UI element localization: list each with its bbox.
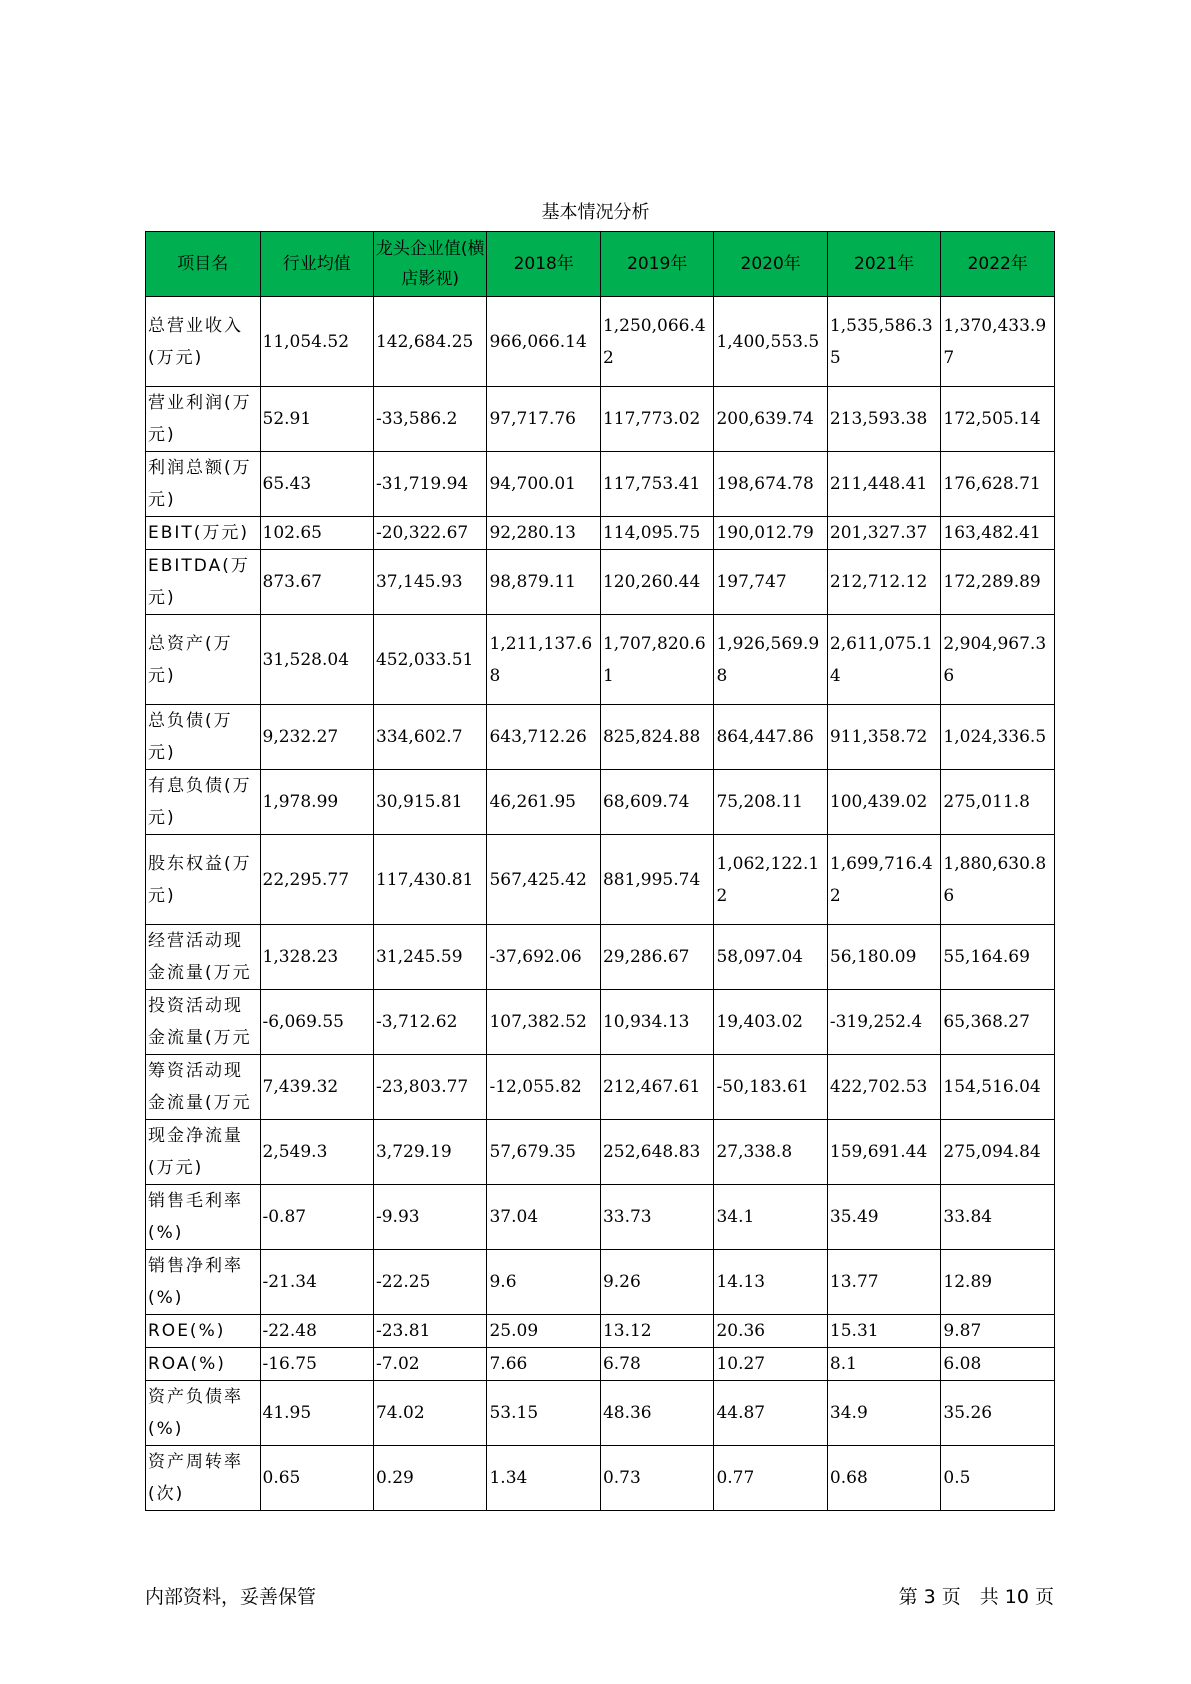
table-cell: 98,879.11 [487,550,600,615]
table-cell: 1,062,122.12 [714,835,827,925]
table-cell: 65,368.27 [941,990,1055,1055]
row-label: 利润总额(万元) [146,452,261,517]
table-cell: 58,097.04 [714,925,827,990]
table-cell: 35.26 [941,1381,1055,1446]
table-cell: 68,609.74 [600,770,713,835]
table-cell: 873.67 [260,550,373,615]
table-row [146,387,1055,452]
table-cell: 1,926,569.98 [714,615,827,705]
table-cell: -23,803.77 [373,1055,486,1120]
table-cell: 2,549.3 [260,1120,373,1185]
table-cell: 212,467.61 [600,1055,713,1120]
column-header: 2018年 [487,232,600,297]
table-cell: 9.26 [600,1250,713,1315]
table-cell: -31,719.94 [373,452,486,517]
column-header: 龙头企业值(横店影视) [373,232,486,297]
table-cell: 33.73 [600,1185,713,1250]
row-label: 资产负债率(%) [146,1381,261,1446]
table-cell: 1,707,820.61 [600,615,713,705]
table-cell: 201,327.37 [827,517,940,550]
table-cell: 190,012.79 [714,517,827,550]
table-cell: 334,602.7 [373,705,486,770]
table-row [146,1348,1055,1381]
table-row [146,550,1055,615]
table-cell: 163,482.41 [941,517,1055,550]
table-cell: -22.25 [373,1250,486,1315]
financial-table [145,231,1055,1511]
table-cell: 1,535,586.35 [827,297,940,387]
table-cell: 97,717.76 [487,387,600,452]
table-cell: 643,712.26 [487,705,600,770]
table-cell: 37.04 [487,1185,600,1250]
table-cell: 92,280.13 [487,517,600,550]
table-cell: 44.87 [714,1381,827,1446]
table-cell: 34.1 [714,1185,827,1250]
table-body [146,297,1055,1511]
table-cell: 7.66 [487,1348,600,1381]
table-cell: 74.02 [373,1381,486,1446]
table-cell: 117,430.81 [373,835,486,925]
table-cell: 114,095.75 [600,517,713,550]
table-row [146,770,1055,835]
table-cell: 34.9 [827,1381,940,1446]
table-cell: 154,516.04 [941,1055,1055,1120]
table-cell: 1,370,433.97 [941,297,1055,387]
table-cell: 0.73 [600,1446,713,1511]
table-cell: 48.36 [600,1381,713,1446]
table-cell: -50,183.61 [714,1055,827,1120]
table-cell: 864,447.86 [714,705,827,770]
table-row [146,990,1055,1055]
table-cell: 10.27 [714,1348,827,1381]
column-header: 2022年 [941,232,1055,297]
table-cell: -7.02 [373,1348,486,1381]
table-cell: 55,164.69 [941,925,1055,990]
table-cell: 0.77 [714,1446,827,1511]
table-cell: 33.84 [941,1185,1055,1250]
table-row [146,835,1055,925]
table-cell: 1,978.99 [260,770,373,835]
table-cell: 117,773.02 [600,387,713,452]
table-cell: -23.81 [373,1315,486,1348]
table-cell: -319,252.4 [827,990,940,1055]
row-label: 总资产(万元) [146,615,261,705]
row-label: ROA(%) [146,1348,261,1381]
row-label: 营业利润(万元) [146,387,261,452]
header-row [146,232,1055,297]
table-cell: 107,382.52 [487,990,600,1055]
table-cell: 1,400,553.5 [714,297,827,387]
table-cell: -9.93 [373,1185,486,1250]
table-row [146,1185,1055,1250]
column-header: 项目名 [146,232,261,297]
table-cell: 53.15 [487,1381,600,1446]
table-cell: 75,208.11 [714,770,827,835]
table-row [146,1120,1055,1185]
column-header: 2019年 [600,232,713,297]
table-cell: 117,753.41 [600,452,713,517]
table-row [146,1055,1055,1120]
table-cell: 172,289.89 [941,550,1055,615]
table-cell: 56,180.09 [827,925,940,990]
table-cell: 966,066.14 [487,297,600,387]
column-header: 2021年 [827,232,940,297]
table-cell: 1,250,066.42 [600,297,713,387]
row-label: 总负债(万元) [146,705,261,770]
table-cell: 13.77 [827,1250,940,1315]
table-row [146,297,1055,387]
table-cell: 65.43 [260,452,373,517]
table-row [146,1315,1055,1348]
table-cell: 22,295.77 [260,835,373,925]
row-label: EBITDA(万元) [146,550,261,615]
table-cell: 100,439.02 [827,770,940,835]
table-cell: 25.09 [487,1315,600,1348]
table-cell: 11,054.52 [260,297,373,387]
row-label: 现金净流量(万元) [146,1120,261,1185]
table-cell: 15.31 [827,1315,940,1348]
table-row [146,615,1055,705]
table-cell: -22.48 [260,1315,373,1348]
table-cell: 275,011.8 [941,770,1055,835]
row-label: 总营业收入(万元) [146,297,261,387]
table-cell: 1,024,336.5 [941,705,1055,770]
table-cell: 10,934.13 [600,990,713,1055]
table-cell: 35.49 [827,1185,940,1250]
table-row [146,517,1055,550]
row-label: 股东权益(万元) [146,835,261,925]
table-cell: 422,702.53 [827,1055,940,1120]
table-cell: 211,448.41 [827,452,940,517]
table-cell: 2,904,967.36 [941,615,1055,705]
table-cell: 452,033.51 [373,615,486,705]
table-cell: 2,611,075.14 [827,615,940,705]
row-label: 经营活动现金流量(万元 [146,925,261,990]
table-cell: 46,261.95 [487,770,600,835]
row-label: 有息负债(万元) [146,770,261,835]
table-cell: 12.89 [941,1250,1055,1315]
row-label: 筹资活动现金流量(万元 [146,1055,261,1120]
page-number: 第 3 页 共 10 页 [898,1586,1054,1608]
table-cell: 212,712.12 [827,550,940,615]
row-label: 销售净利率(%) [146,1250,261,1315]
table-cell: 6.08 [941,1348,1055,1381]
table-cell: -3,712.62 [373,990,486,1055]
table-cell: 41.95 [260,1381,373,1446]
confidential-note: 内部资料，妥善保管 [145,1586,317,1608]
table-cell: -16.75 [260,1348,373,1381]
table-row [146,1250,1055,1315]
table-row [146,1381,1055,1446]
table-cell: 1,880,630.86 [941,835,1055,925]
table-cell: 176,628.71 [941,452,1055,517]
row-label: 资产周转率(次) [146,1446,261,1511]
table-cell: 1.34 [487,1446,600,1511]
table-cell: 6.78 [600,1348,713,1381]
table-cell: 1,211,137.68 [487,615,600,705]
table-cell: 0.29 [373,1446,486,1511]
table-cell: 142,684.25 [373,297,486,387]
table-cell: 9.6 [487,1250,600,1315]
table-cell: 27,338.8 [714,1120,827,1185]
table-cell: 159,691.44 [827,1120,940,1185]
table-cell: 9,232.27 [260,705,373,770]
table-cell: 31,528.04 [260,615,373,705]
table-cell: 19,403.02 [714,990,827,1055]
table-cell: 29,286.67 [600,925,713,990]
table-cell: 7,439.32 [260,1055,373,1120]
table-row [146,705,1055,770]
table-cell: 30,915.81 [373,770,486,835]
table-cell: 911,358.72 [827,705,940,770]
table-row [146,452,1055,517]
table-cell: -6,069.55 [260,990,373,1055]
row-label: 销售毛利率(%) [146,1185,261,1250]
table-cell: 1,699,716.42 [827,835,940,925]
table-cell: 31,245.59 [373,925,486,990]
table-cell: 120,260.44 [600,550,713,615]
table-cell: 213,593.38 [827,387,940,452]
table-cell: 94,700.01 [487,452,600,517]
table-cell: -12,055.82 [487,1055,600,1120]
table-cell: -21.34 [260,1250,373,1315]
table-cell: -0.87 [260,1185,373,1250]
table-cell: 0.5 [941,1446,1055,1511]
table-cell: 9.87 [941,1315,1055,1348]
row-label: 投资活动现金流量(万元 [146,990,261,1055]
table-cell: -33,586.2 [373,387,486,452]
table-cell: 57,679.35 [487,1120,600,1185]
table-cell: -37,692.06 [487,925,600,990]
column-header: 2020年 [714,232,827,297]
table-cell: 275,094.84 [941,1120,1055,1185]
table-cell: 8.1 [827,1348,940,1381]
table-cell: 37,145.93 [373,550,486,615]
table-cell: 252,648.83 [600,1120,713,1185]
table-cell: 20.36 [714,1315,827,1348]
table-cell: 881,995.74 [600,835,713,925]
column-header: 行业均值 [260,232,373,297]
table-cell: 3,729.19 [373,1120,486,1185]
table-row [146,925,1055,990]
table-cell: -20,322.67 [373,517,486,550]
table-cell: 0.65 [260,1446,373,1511]
table-cell: 825,824.88 [600,705,713,770]
table-cell: 13.12 [600,1315,713,1348]
table-cell: 0.68 [827,1446,940,1511]
table-row [146,1446,1055,1511]
table-title: 基本情况分析 [541,202,650,223]
table-cell: 102.65 [260,517,373,550]
table-cell: 1,328.23 [260,925,373,990]
table-cell: 567,425.42 [487,835,600,925]
table-cell: 52.91 [260,387,373,452]
table-cell: 14.13 [714,1250,827,1315]
row-label: EBIT(万元) [146,517,261,550]
table-cell: 198,674.78 [714,452,827,517]
table-cell: 197,747 [714,550,827,615]
row-label: ROE(%) [146,1315,261,1348]
table-cell: 200,639.74 [714,387,827,452]
table-cell: 172,505.14 [941,387,1055,452]
